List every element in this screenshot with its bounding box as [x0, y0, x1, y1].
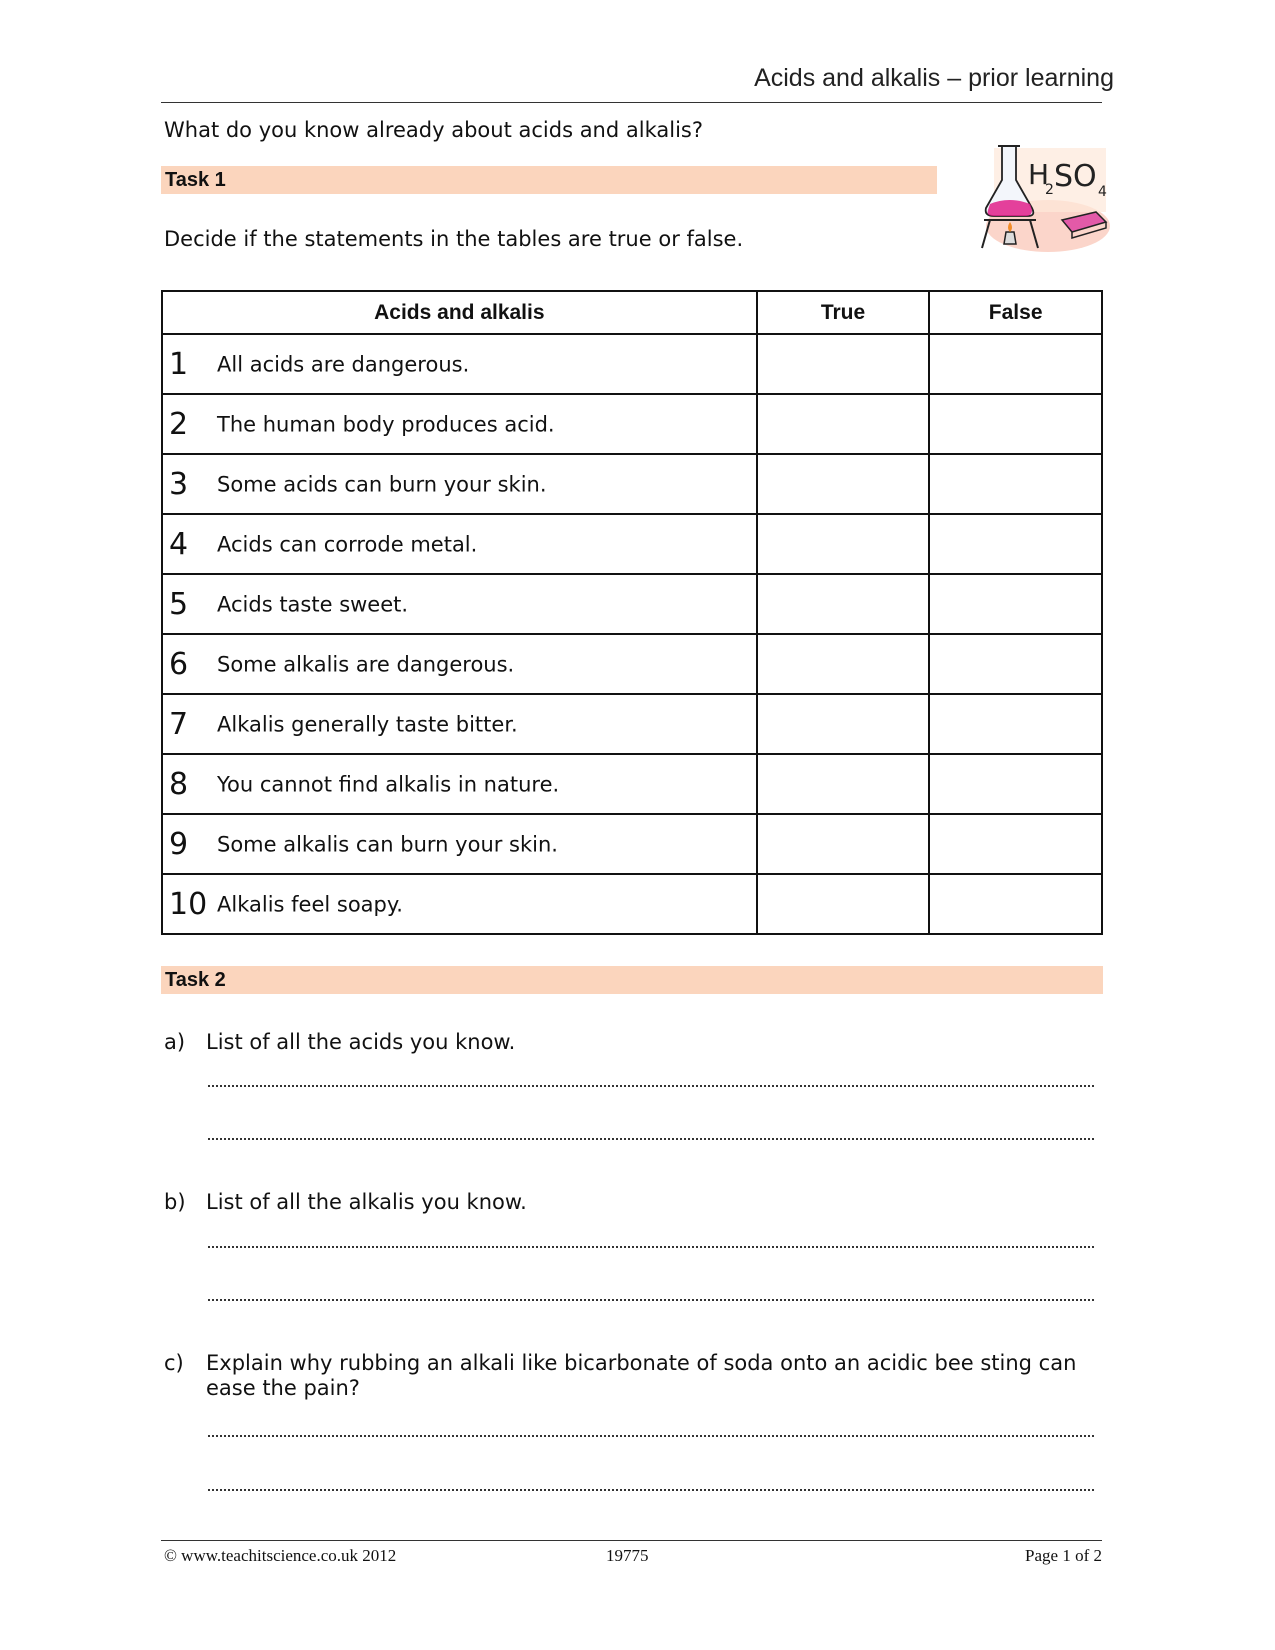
statement-text: Some alkalis are dangerous. [217, 652, 515, 676]
answer-line-a2[interactable] [208, 1138, 1094, 1140]
statement-text: Acids taste sweet. [217, 592, 409, 616]
statement-number: 1 [169, 346, 189, 382]
true-answer-cell[interactable] [757, 694, 930, 754]
intro-text: What do you know already about acids and alkalis? [164, 118, 703, 142]
statement-cell [162, 394, 757, 454]
false-answer-cell[interactable] [929, 334, 1102, 394]
lab-flask-burner-illustration [976, 140, 1112, 256]
table-row [162, 394, 1102, 454]
false-answer-cell[interactable] [929, 634, 1102, 694]
table-row [162, 514, 1102, 574]
statement-cell [162, 814, 757, 874]
false-answer-cell[interactable] [929, 394, 1102, 454]
true-answer-cell[interactable] [757, 874, 930, 934]
footer-copyright[interactable]: © www.teachitscience.co.uk 2012 [164, 1546, 397, 1565]
statement-number: 10 [169, 886, 208, 922]
header-false: False [929, 291, 1102, 334]
true-answer-cell[interactable] [757, 334, 930, 394]
task1-instruction: Decide if the statements in the tables are true or false. [164, 227, 744, 251]
table-row [162, 574, 1102, 634]
task2-label: Task 2 [165, 969, 226, 991]
formula-sub-2: 2 [1045, 182, 1054, 198]
footer-code: 19775 [606, 1546, 649, 1565]
false-answer-cell[interactable] [929, 454, 1102, 514]
false-answer-cell[interactable] [929, 754, 1102, 814]
question-a-text: List of all the acids you know. [206, 1030, 516, 1054]
task1-bar [161, 166, 937, 194]
table-row [162, 694, 1102, 754]
statement-text: The human body produces acid. [217, 412, 555, 436]
statement-cell [162, 574, 757, 634]
statement-number: 4 [169, 526, 189, 562]
statement-text: Some alkalis can burn your skin. [217, 832, 558, 856]
footer-rule [161, 1540, 1102, 1541]
statement-cell [162, 454, 757, 514]
statement-number: 8 [169, 766, 189, 802]
false-answer-cell[interactable] [929, 814, 1102, 874]
task1-label: Task 1 [165, 169, 226, 191]
false-answer-cell[interactable] [929, 574, 1102, 634]
statement-number: 5 [169, 586, 189, 622]
statement-number: 9 [169, 826, 189, 862]
formula-so: SO [1054, 159, 1097, 194]
question-c-letter: c) [164, 1351, 184, 1375]
false-answer-cell[interactable] [929, 874, 1102, 934]
question-b-text: List of all the alkalis you know. [206, 1190, 527, 1214]
statement-number: 3 [169, 466, 189, 502]
answer-line-c1[interactable] [208, 1435, 1094, 1437]
statement-cell [162, 634, 757, 694]
true-answer-cell[interactable] [757, 514, 930, 574]
true-answer-cell[interactable] [757, 754, 930, 814]
statement-cell [162, 874, 757, 934]
question-b-letter: b) [164, 1190, 186, 1214]
table-row [162, 454, 1102, 514]
statement-text: Alkalis feel soapy. [217, 892, 403, 916]
statement-text: Alkalis generally taste bitter. [217, 712, 518, 736]
answer-line-b1[interactable] [208, 1246, 1094, 1248]
statement-cell [162, 694, 757, 754]
header-statement: Acids and alkalis [162, 291, 757, 334]
true-answer-cell[interactable] [757, 574, 930, 634]
header-rule [161, 102, 1102, 103]
table-row [162, 754, 1102, 814]
false-answer-cell[interactable] [929, 514, 1102, 574]
statement-text: All acids are dangerous. [217, 352, 470, 376]
page-header-title: Acids and alkalis – prior learning [754, 64, 1114, 92]
true-answer-cell[interactable] [757, 814, 930, 874]
footer-page-number: Page 1 of 2 [1025, 1546, 1102, 1565]
statement-text: You cannot find alkalis in nature. [217, 772, 560, 796]
statement-number: 2 [169, 406, 189, 442]
table-row [162, 814, 1102, 874]
table-body [162, 334, 1102, 934]
statement-text: Some acids can burn your skin. [217, 472, 547, 496]
question-a-letter: a) [164, 1030, 186, 1054]
answer-line-a1[interactable] [208, 1085, 1094, 1087]
formula-h: H [1028, 158, 1050, 191]
true-answer-cell[interactable] [757, 454, 930, 514]
statement-cell [162, 754, 757, 814]
header-true: True [757, 291, 930, 334]
formula-sub-4: 4 [1098, 184, 1107, 200]
statement-number: 7 [169, 706, 189, 742]
true-answer-cell[interactable] [757, 634, 930, 694]
task2-bar [161, 966, 1103, 994]
statement-text: Acids can corrode metal. [217, 532, 478, 556]
true-false-table [161, 290, 1103, 935]
table-header-row [162, 291, 1102, 334]
answer-line-c2[interactable] [208, 1489, 1094, 1491]
question-c-text: Explain why rubbing an alkali like bicarbonate of soda onto an acidic bee sting can ease the pain? [206, 1351, 1077, 1400]
false-answer-cell[interactable] [929, 694, 1102, 754]
statement-cell [162, 514, 757, 574]
answer-line-b2[interactable] [208, 1299, 1094, 1301]
table-row [162, 874, 1102, 934]
table-row [162, 634, 1102, 694]
statement-number: 6 [169, 646, 189, 682]
table-row [162, 334, 1102, 394]
true-answer-cell[interactable] [757, 394, 930, 454]
statement-cell [162, 334, 757, 394]
